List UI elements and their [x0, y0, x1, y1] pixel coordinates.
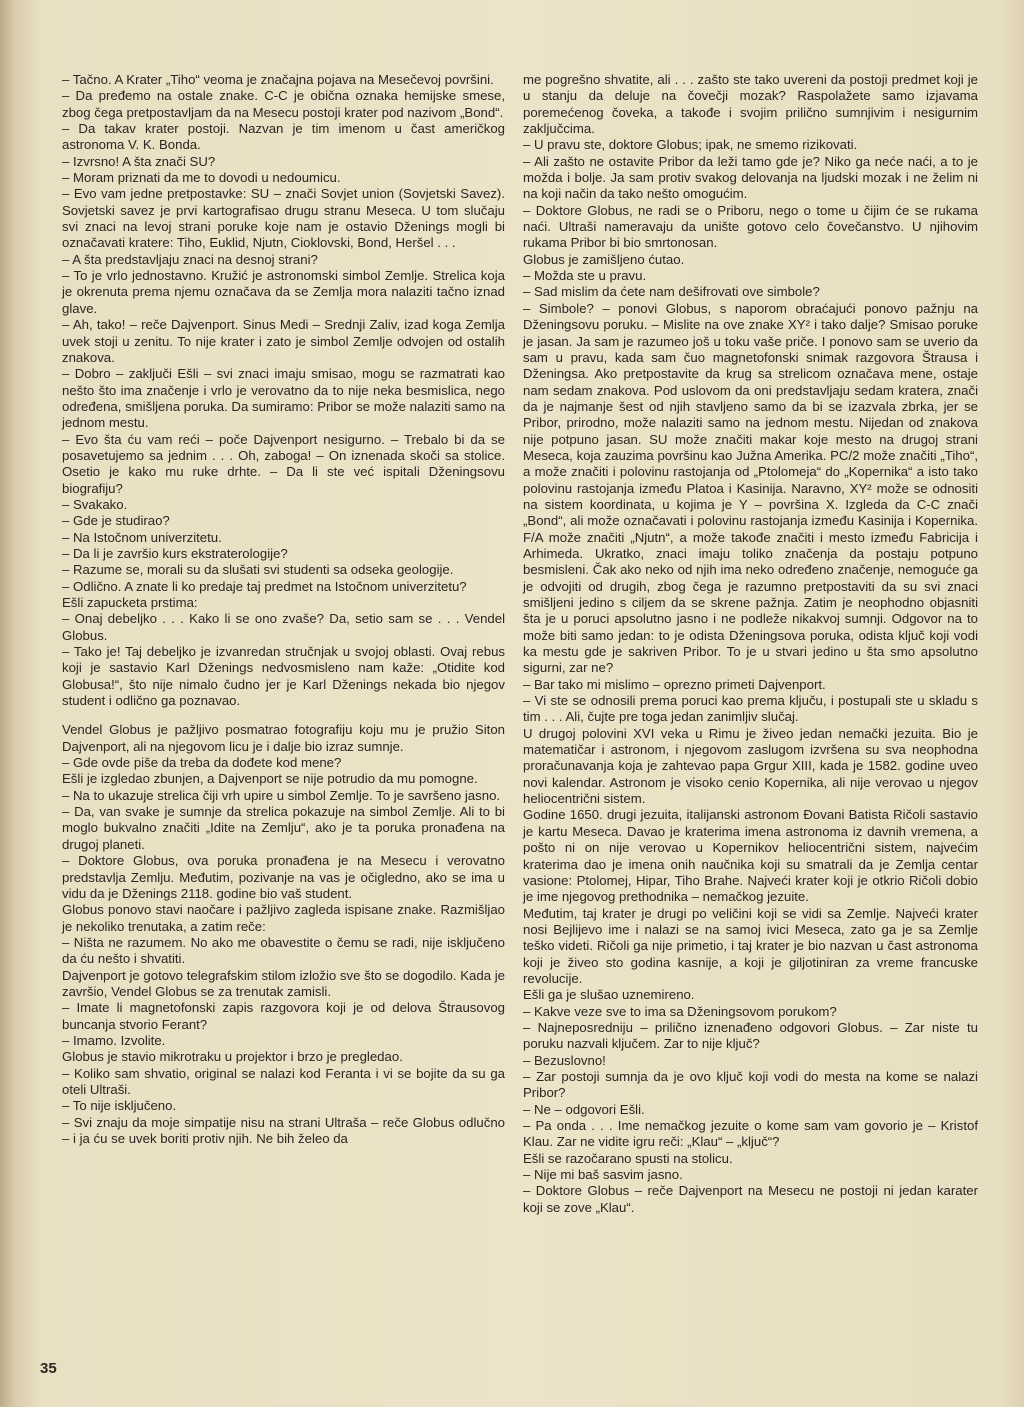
- text-paragraph: – Da pređemo na ostale znake. C-C je obična oznaka hemijske smese, zbog čega pretpostavljam da na Mesecu postoji krater pod nazivom „Bond“.: [62, 88, 505, 120]
- text-paragraph: – Ništa ne razumem. No ako me obavestite o čemu se radi, nije isključeno da ću nešto i shvatiti.: [62, 934, 505, 967]
- text-paragraph: – A šta predstavljaju znaci na desnoj strani?: [62, 251, 318, 267]
- text-paragraph: – Da li je završio kurs ekstraterologije?: [62, 545, 288, 561]
- text-paragraph: – Doktore Globus, ova poruka pronađena je na Mesecu i verovatno predstavlja Zemlju. Međutim, pozivanje na vas je očigledno, ako se ima u vidu da je Dženings 2118. godine bio vaš student.: [62, 853, 505, 901]
- text-paragraph: – Koliko sam shvatio, original se nalazi kod Feranta i vi se bojite da su ga oteli Ultraši.: [62, 1065, 505, 1097]
- text-paragraph: – Možda ste u pravu.: [523, 268, 647, 284]
- text-paragraph: Globus je stavio mikrotraku u projektor i brzo je pregledao.: [62, 1049, 403, 1065]
- text-paragraph: U drugoj polovini XVI veka u Rimu je živeo jedan nemački jezuita. Bio je matematičar i astronom, i njegovom zaslugom izvršena su sva neophodna proračunavanja koja je zahtevao papa Grgur XIII, kada je 1582. godine uveo novi kalendar. Astronom je visoko cenio Kopernika, ali nije verovao u njegov heliocentrični sistem.: [523, 725, 978, 807]
- text-paragraph: – Tačno. A Krater „Tiho“ veoma je značajna pojava na Mesečevoj površini.: [62, 72, 494, 87]
- text-paragraph: – Bar tako mi mislimo – oprezno primeti Dajvenport.: [523, 676, 826, 692]
- text-paragraph: – Bezuslovno!: [523, 1052, 606, 1068]
- text-paragraph: – Razume se, morali su da slušati svi studenti sa odseka geologije.: [62, 562, 454, 578]
- text-paragraph: – Doktore Globus – reče Dajvenport na Mesecu ne postoji ni jedan karater koji se zove „Klau“.: [523, 1183, 978, 1215]
- text-paragraph: – Svi znaju da moje simpatije nisu na strani Ultraša – reče Globus odlučno – i ja ću se uvek boriti protiv njih. Ne bih želeo da: [62, 1114, 505, 1146]
- text-paragraph: Globus ponovo stavi naočare i pažljivo zagleda ispisane znake. Razmišljao je nekoliko trenutaka, a zatim reče:: [62, 902, 505, 934]
- right-text-column: [523, 72, 978, 1216]
- text-paragraph: Godine 1650. drugi jezuita, italijanski astronom Đovani Batista Ričoli sastavio je kartu Meseca. Davao je kraterima imena astronoma iz davnih vremena, a pošto ni on nije verovao u Kopernikov heliocentrični sistem, najvećim kraterima dao je imena onih naučnika koji su smatrali da je Zemlja centar vasione: Ptolomej, Hipar, Tiho Brahe. Najveći krater koji je otkrio Ričoli dobio je ime njegovog prethodnika – nemačkog jezuite.: [523, 807, 978, 905]
- text-paragraph: – Tako je! Taj debeljko je izvanredan stručnjak u svojoj oblasti. Ovaj rebus koji je sastavio Karl Dženings nedvosmisleno nam kaže: „Otidite kod Globusa!“, što nije nimalo čudno jer je Karl Dženings nekada bio njegov student i odlično ga poznavao.: [62, 644, 505, 709]
- text-paragraph: – Simbole? – ponovi Globus, s naporom obraćajući ponovo pažnju na Dženingsovu poruku. – Mislite na ove znake XY² i tako dalje? Smisao poruke je jasan. Ja sam je razumeo još u toku vaše priče. I ponovo sam se uverio da sam u pravu, kada sam čuo magnetofonski snimak razgovora Štrausa i Dženingsa. Ako pretpostavite da krug sa strelicom označava mene, ostaje nam sedam znakova. Pod uslovom da oni predstavljaju sedam kratera, znači da je najmanje šest od njih stavljeno samo da bi se izazvala zbrka, jer se Pribor, prirodno, može nalaziti samo na jednom mestu. Nijedan od znakova nije potpuno jasan. SU može značiti makar koje mesto na drugoj strani Meseca, koja zauzima površinu kao Južna Amerika. PC/2 može značiti „Tiho“, a može značiti i polovinu rastojanja od „Ptolomeja“ do „Kopernika“ a isto tako polovinu rastojanja između Platoa i Kasinija. Naravno, XY² može se odnositi na sistem koordinata, u kojima je Y – površina X. Izgleda da C-C znači „Bond“, ali može označavati i polovinu rastojanja između Kasinija i Kopernika. F/A može značiti „Njutn“, a može takođe značiti i mesto između Fabricija i Arhimeda. Ukratko, znaci imaju toliko značenja da postaju potpuno besmisleni. Čak ako neko od njih ima neko određeno značenje, nemoguće ga je odvojiti od drugih, zbog čega je razumno pretpostaviti da su svi znaci smišljeni jedino s ciljem da se skrene pažnja. Zatim je neophodno objasniti šta je u poruci apsolutno jasno i ne podleže nikakvoj sumnji. Odgovor na to može biti samo jedan: to je odista Dženingsova poruka, odista ključ koji vodi ka mestu gde je sakriven Pribor. To je u stvari jedino u šta smo apsolutno sigurni, zar ne?: [523, 300, 978, 676]
- text-paragraph: – Kakve veze sve to ima sa Dženingsovom porukom?: [523, 1003, 837, 1019]
- text-paragraph: – Svakako.: [62, 496, 128, 512]
- text-paragraph: – Ne – odgovori Ešli.: [523, 1101, 645, 1117]
- text-paragraph: – Moram priznati da me to dovodi u nedoumicu.: [62, 170, 341, 186]
- text-paragraph: Globus je zamišljeno ćutao.: [523, 251, 685, 267]
- text-paragraph: – Ah, tako! – reče Dajvenport. Sinus Medi – Srednji Zaliv, izad koga Zemlja uvek stoji u zenitu. To nije krater i zato je simbol Zemlje odvojen od ostalih znakova.: [62, 317, 505, 365]
- text-paragraph: – Zar postoji sumnja da je ovo ključ koji vodi do mesta na kome se nalazi Pribor?: [523, 1068, 978, 1101]
- page-number: 35: [40, 1360, 57, 1377]
- left-text-column: [62, 72, 505, 1147]
- text-paragraph: – Nije mi baš sasvim jasno.: [523, 1167, 683, 1183]
- text-paragraph: – Pa onda . . . Ime nemačkog jezuite o kome sam vam govorio je – Kristof Klau. Zar ne vidite igru reči: „Klau“ – „ključ“?: [523, 1118, 978, 1150]
- text-paragraph: Međutim, taj krater je drugi po veličini koji se vidi sa Zemlje. Najveći krater nosi Bejlijevo ime i nalazi se na samoj ivici Meseca, zato ga je sa Zemlje teško videti. Ričoli ga nije primetio, i taj krater je bio nazvan u čast astronoma koji je živeo sto godina kasnije, a koji je giljotiniran za vreme francuske revolucije.: [523, 905, 978, 986]
- text-paragraph: Ešli se razočarano spusti na stolicu.: [523, 1150, 733, 1166]
- text-paragraph: – Onaj debeljko . . . Kako li se ono zvaše? Da, setio sam se . . . Vendel Globus.: [62, 611, 505, 643]
- text-paragraph: – Evo šta ću vam reći – poče Dajvenport nesigurno. – Trebalo bi da se posavetujemo sa jednim . . . Oh, zaboga! – On iznenada skoči sa stolice. Osetio je kako mu ruke drhte. – Da li ste već ispitali Dženingsovu biografiju?: [62, 431, 505, 496]
- text-paragraph: – Na to ukazuje strelica čiji vrh upire u simbol Zemlje. To je savršeno jasno.: [62, 787, 501, 803]
- text-paragraph: – Imamo. Izvolite.: [62, 1032, 166, 1048]
- text-paragraph: me pogrešno shvatite, ali . . . zašto ste tako uvereni da postoji predmet koji je u stanju da deluje na čovečji mozak? Raspolažete samo izjavama poremećenog čoveka, a takođe i svojim prilično sumnjivim i nesigurnim zaključcima.: [523, 72, 978, 137]
- paragraph-gap: [62, 709, 505, 722]
- text-paragraph: – Najneposredniju – prilično iznenađeno odgovori Globus. – Zar niste tu poruku nazvali ključem. Zar to nije ključ?: [523, 1019, 978, 1052]
- text-paragraph: – Na Istočnom univerzitetu.: [62, 529, 222, 545]
- text-paragraph: – Gde je studirao?: [62, 513, 170, 529]
- text-paragraph: Ešli je izgledao zbunjen, a Dajvenport se nije potrudio da mu pomogne.: [62, 771, 478, 787]
- text-paragraph: – Evo vam jedne pretpostavke: SU – znači Sovjet union (Sovjetski Savez). Sovjetski savez je prvi kartografisao drugu stranu Meseca. U tom slučaju svi znaci na levoj strani poruke koje nam je ostavio Dženings mogli bi označavati kratere: Tiho, Euklid, Njutn, Cioklovski, Bond, Heršel . . .: [62, 186, 505, 251]
- text-paragraph: – Imate li magnetofonski zapis razgovora koji je od delova Štrausovog buncanja stvorio Ferant?: [62, 1000, 505, 1032]
- text-paragraph: – To nije isključeno.: [62, 1098, 177, 1114]
- text-paragraph: – Da, van svake je sumnje da strelica pokazuje na simbol Zemlje. Ali to bi moglo bukvalno značiti „Idite na Zemlju“, ako je ta poruka pronađena na drugoj planeti.: [62, 804, 505, 852]
- text-paragraph: – Dobro – zaključi Ešli – svi znaci imaju smisao, mogu se razmatrati kao nešto što ima značenje i vrlo je verovatno da to nije neka besmislica, nego određena, smišljena poruka. Da sumiramo: Pribor se može nalaziti samo na jednom mestu.: [62, 366, 505, 431]
- text-paragraph: Dajvenport je gotovo telegrafskim stilom izložio sve što se dogodilo. Kada je završio, Vendel Globus se za trenutak zamisli.: [62, 967, 505, 999]
- text-paragraph: – Da takav krater postoji. Nazvan je tim imenom u čast američkog astronoma V. K. Bonda.: [62, 121, 505, 153]
- text-paragraph: – Vi ste se odnosili prema poruci kao prema ključu, i postupali ste u skladu s tim . . . Ali, čujte pre toga jedan zanimljiv slučaj.: [523, 693, 978, 725]
- text-paragraph: Vendel Globus je pažljivo posmatrao fotografiju koju mu je pružio Siton Dajvenport, ali na njegovom licu je i dalje bio izraz sumnje.: [62, 722, 505, 754]
- text-paragraph: Ešli zapucketa prstima:: [62, 595, 198, 610]
- text-paragraph: – U pravu ste, doktore Globus; ipak, ne smemo rizikovati.: [523, 137, 858, 153]
- text-paragraph: – Ali zašto ne ostavite Pribor da leži tamo gde je? Niko ga neće naći, a to je možda i bolje. Ja sam protiv svakog delovanja na ljudski mozak i ne želim ni na koji način da tako nešto omogućim.: [523, 153, 978, 202]
- text-paragraph: – Doktore Globus, ne radi se o Priboru, nego o tome u čijim će se rukama naći. Ultraši nameravaju da unište gotovo celo čovečanstvo. U njihovim rukama Pribor bi bio smrtonosan.: [523, 202, 978, 251]
- text-paragraph: Ešli ga je slušao uznemireno.: [523, 987, 695, 1003]
- text-paragraph: – Odlično. A znate li ko predaje taj predmet na Istočnom univerzitetu?: [62, 578, 467, 594]
- text-paragraph: – Sad mislim da ćete nam dešifrovati ove simbole?: [523, 284, 820, 300]
- text-paragraph: – To je vrlo jednostavno. Kružić je astronomski simbol Zemlje. Strelica koja je okrenuta prema njemu označava da se Zemlja mora nalaziti tačno iznad glave.: [62, 268, 505, 316]
- text-paragraph: – Gde ovde piše da treba da dođete kod mene?: [62, 755, 342, 771]
- text-paragraph: – Izvrsno! A šta znači SU?: [62, 153, 216, 169]
